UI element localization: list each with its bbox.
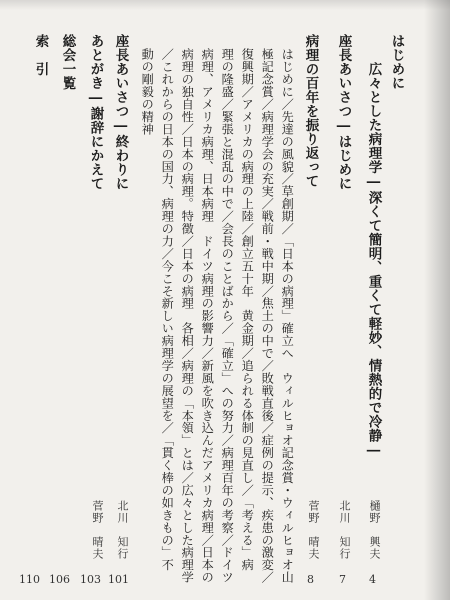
toc-page-8: 8 [307,573,314,586]
toc-page-103: 103 [80,573,101,586]
toc-author-kitagawa-2: 北川 知行 [116,500,129,560]
toc-soukai-ichiran: 総会一覧 [59,34,76,90]
toc-body-line-6: 病理の独自性／日本の病理。特徴／日本の病理 各相／病理の「本領」とは／広々とした病理学 [180,48,195,584]
toc-page-101: 101 [108,573,129,586]
page-edge-shadow [424,0,450,600]
toc-page-7: 7 [339,573,346,586]
toc-hajimeni: はじめに [388,34,405,90]
toc-page-106: 106 [49,573,70,586]
toc-body-line-1: はじめに／先達の風貌／草創期／「日本の病理」確立へ ウィルヒョオ記念賞・ウィルヒョオ山 [280,48,295,584]
toc-body-line-7: ／これからの日本の国力、病理の力／今こそ新しい病理学の展望を／「貫く棒の如きもの」不 [160,48,175,571]
toc-chapter-title: 病理の百年を振り返って [302,34,319,188]
toc-body-line-8: 動の剛毅の精神 [140,48,155,136]
toc-body-line-4: 理の隆盛／緊張と混乱の中で／会長のことばから／「確立」への努力／病理百年の考察／ドイツ [220,48,235,584]
toc-zachou-hajimeni: 座長あいさつ―はじめに [335,34,352,191]
toc-subtitle: 広々とした病理学―深くて簡明、重くて軽妙、情熱的で冷静― [365,62,382,459]
toc-page-4: 4 [369,573,376,586]
toc-body-line-3: 復興期／アメリカの病理の上陸／創立五十年 黄金期／追られる体制の見直し／「考える」病 [240,48,255,571]
toc-sakuin: 索 引 [32,34,49,76]
page-shading [0,0,450,10]
toc-author-sugano-2: 菅野 晴夫 [91,500,104,560]
toc-body-line-2: 極記念賞／病理学会の充実／戦前・戦中期／焦土の中で／敗戦直後／症例の提示、疾患の激変／ [260,48,275,584]
toc-page-110: 110 [19,573,40,586]
toc-author-sugano-1: 菅野 晴夫 [307,500,320,560]
toc-body-line-5: 病理、アメリカ病理、日本病理 ドイツ病理の影響力／新風を吹き込んだアメリカ病理／日本の [200,48,215,584]
toc-atogaki: あとがき―謝辞にかえて [87,34,104,191]
toc-zachou-owarini: 座長あいさつ―終わりに [112,34,129,191]
toc-author-hino: 樋野 興夫 [368,500,381,560]
toc-author-kitagawa-1: 北川 知行 [338,500,351,560]
